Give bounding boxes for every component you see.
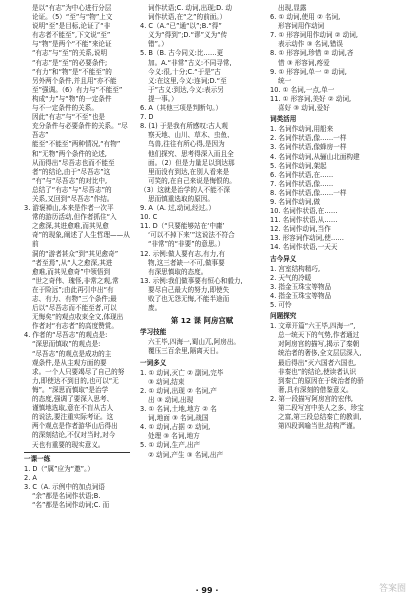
col3-line: 6. 名词作状语,在…… <box>270 170 334 179</box>
col3-line: 2. 名词作状语,像……一样 <box>270 134 347 143</box>
col2b-line: 4. ① 动词,占据 ② 动词, <box>140 423 211 432</box>
col2b-line: 5. ① 动词,生产,出产 <box>140 441 201 450</box>
col2b-line: ② 动词,产生 ③ 名词,出产 <box>148 450 224 459</box>
col3-line: 非秦也”的结论,使读者认识 <box>278 367 357 376</box>
col3-line: 表示动作 ③ 名词,错误 <box>278 40 343 49</box>
col1-line: 力,即使达不到目的,也可以“无 <box>32 376 119 385</box>
col3-line: 7. ① 形容词用作动词 ② 动词, <box>270 31 358 40</box>
col3-line: 第四段讽喻当世,结构严谨。 <box>278 422 360 431</box>
col2-line: 面。（2）但是力量足以到达那 <box>148 158 235 167</box>
col1-line: 求。一个人只要竭尽了自己的努 <box>32 367 125 376</box>
col2-line: 要尽自己最大的努力,即使失 <box>148 285 230 294</box>
col1-line: “有志”与“至”的关系,说明 <box>32 49 108 58</box>
col2-line: 9. A（A. 过,动词,经过。） <box>140 204 216 213</box>
col1-line: 与“物”是两个“不能”来论证 <box>32 40 112 49</box>
col1-line: 悔”。“深思而慎取”是治学 <box>32 385 109 394</box>
section-heading: 一课一练 <box>24 454 51 463</box>
col2-line: 有深思慎取的态度。 <box>148 267 208 276</box>
col1-line: 之愈深,其进愈难,而其见愈 <box>32 222 109 231</box>
col2-line: 12. 示例:做人要有志,有力,有 <box>140 249 225 258</box>
col1-line: 两个观点是作者游华山后得出 <box>32 422 118 431</box>
col2b-line: 一词多义 <box>140 358 167 367</box>
col3-line: 5. 可怜 <box>270 301 292 309</box>
col2b-line: 处理 ③ 名词,地方 <box>148 432 200 441</box>
col2-line: 词作状语,在“之”的前面。） <box>148 13 227 22</box>
col1-line: 另外两个条件,并且用“亦不能 <box>32 76 117 85</box>
col2b-line: 覆压三百余里,隔离天日。 <box>148 347 223 356</box>
col1b-line: “余”都是名词作状语;B. <box>32 491 101 500</box>
col3-line: 8. ① 形容词,珍惜 ② 动词,吝 <box>270 49 354 58</box>
col1-line: 奇”的现象,阐述了人生哲理——从前 <box>32 231 130 249</box>
col2-line: 提一事。） <box>148 94 178 103</box>
col2-line: 鸟兽,往往有所心得,是因为 <box>148 140 225 149</box>
col3-line: 第二段写宫中美人之多、珍宝 <box>278 404 364 413</box>
col2-line: 11. D（“只要能够站在‘中庸’ <box>140 222 225 231</box>
col1-line: 说明“至”是目标,论证了“非 <box>32 22 111 31</box>
col1-line: 从而得出“尽吾志也而不能至 <box>32 158 115 167</box>
col2-line: （3）这就是治学的人不能不深 <box>140 185 230 194</box>
col1b-line: 2. A <box>24 473 37 482</box>
col1b-line: 1. D（“属”应为“邀”。） <box>24 464 94 473</box>
col3-line: 3. 指金玉珠宝等物品 <box>270 282 332 291</box>
col1-line: 愈难,而其见愈奇”中领悟到 <box>32 267 111 276</box>
col1-line: “尽吾志”的观点是成功的主 <box>32 349 112 358</box>
col1-line: 谨慎地选取,意在不盲从古人 <box>32 404 114 413</box>
col2-line: 义:在这里,今义:连词;D.“至 <box>148 76 227 85</box>
col3-line: 奢,具有深刻的借鉴意义。 <box>278 385 353 394</box>
col2-line: 今义:很,十分;C.“于是”古 <box>148 67 221 76</box>
col3-line: 统一 <box>278 76 292 85</box>
col3-line: 11. ① 形容词,美好 ② 动词, <box>270 94 352 103</box>
col3-line: 对阿房宫的描写,揭示了秦朝 <box>278 340 360 349</box>
col3-line: 4. 名词作动词,从骊山北面构建 <box>270 152 360 161</box>
col2-line: 物,这三者缺一不可,做事要 <box>148 258 225 267</box>
col3-line: 问题探究 <box>270 312 297 321</box>
col2-line: 加。A.“非常”古义:不同寻常, <box>148 58 232 67</box>
col2-line: 4. C（A.“已”通“以”;B.“得” <box>140 22 222 31</box>
col3-line: 喜好 ③ 动词,爱好 <box>278 104 330 113</box>
col1-line: “者至焉”,从“人之愈深,其进 <box>32 258 113 267</box>
col3-line: 9. ① 形容词,单一 ② 动词, <box>270 67 347 76</box>
col2b-line: 出 ③ 动词,出现 <box>148 395 194 404</box>
col3-line: 古今异义 <box>270 254 297 263</box>
col2-line: 义为“得到”;D.“谬”义为“传 <box>148 31 228 40</box>
col2b-line: 2. ① 动词,出现 ② 名词,产 <box>140 386 217 395</box>
col1-line: “世之奇伟、瑰怪,非常之观,常 <box>32 276 119 285</box>
col2-line: 思而慎重选取的原因。 <box>148 194 214 203</box>
col2-line: 8. (1) 于是我有所感叹:古人观 <box>140 122 228 131</box>
col1-line: 与不一定条件的关系。 <box>32 104 98 113</box>
col2-line: 他们探究、思考得深入而且全 <box>148 149 234 158</box>
col3-line: 6. ① 动词,使用 ② 名词, <box>270 13 341 22</box>
col3-line: 到秦亡的原因在于统治者的骄 <box>278 376 364 385</box>
col1-line: 作者对“有志者”的高度赞赏。 <box>32 322 118 331</box>
col1-line: 的态度,强调了要深入思考、 <box>32 395 114 404</box>
column-middle <box>140 4 264 588</box>
col3-line: 1. 文章开篇“六王毕,四海一”, <box>270 322 356 331</box>
col3-line: 10. ① 名词,一点,单一 <box>270 85 335 94</box>
col1-line: 无悔矣”的观点收束全文,体现出 <box>32 313 124 322</box>
col2-line: 里而没有到达,在别人看来是 <box>148 167 230 176</box>
col3-line: 最后得出“灭六国者六国也, <box>278 358 357 367</box>
col1-line: 关系,又回到“尽吾志”作结。 <box>32 194 114 203</box>
col2b-line: 1. ① 动词,灭亡 ② 副词,完毕 <box>140 368 224 377</box>
col2-line: 5. B（B. 古今同义:比……更 <box>140 49 224 58</box>
watermark-logo: 答案圈 <box>378 583 406 594</box>
col2b-line: 3. ① 名词,土地,地方 ② 名 <box>140 405 217 414</box>
col2-line: 察天地、山川、草木、虫鱼、 <box>148 131 234 140</box>
col3-line: 5. 名词作动词,架起 <box>270 161 327 170</box>
col1-line: 在于险远”;由此再引申出“有 <box>32 285 114 294</box>
col2-line: 可笑的,在自己来说是悔恨的。 <box>148 176 236 185</box>
col1-line: 3. 游褒禅山,本来是作者一次平 <box>24 204 114 213</box>
col3-line: 出现,显露 <box>278 4 307 12</box>
col2-line: 错”。） <box>148 40 168 49</box>
col2b-line: ③ 动词,结束 <box>148 377 185 386</box>
col1-line: 论证。（5）“至”与“物”上文 <box>32 13 113 22</box>
col2-line: 10. C <box>140 213 158 222</box>
col1-line: 后以“尽吾志而不能至者,可以 <box>32 304 117 313</box>
col3-line: 4. 指金玉珠宝等物品 <box>270 291 332 300</box>
col3-line: 1. 名词作动词,用船来 <box>270 125 334 134</box>
col3-line: 之富,第三段总结秦亡的教训, <box>278 413 362 422</box>
col3-line: 2. 天气的冷暖 <box>270 273 312 282</box>
col3-line: 词类活用 <box>270 115 297 124</box>
col1-line: 洞的“游者甚众”到“其见愈奇” <box>32 249 119 258</box>
col3-line: 9. 名词作动词,做 <box>270 197 321 206</box>
col1b-line: “名”都是名词作动词;C. 而 <box>32 501 110 510</box>
col3-line: 8. 名词作状语,像……一样 <box>270 188 347 197</box>
col1-line: “深思而慎取”的观点是: <box>32 340 101 349</box>
col3-line: 统治者的奢侈,全文层层深入, <box>278 349 362 358</box>
col1-line: 是以“有志”为中心进行分层 <box>32 4 112 12</box>
page-number: · 99 · <box>195 585 219 595</box>
col1-line: 的说法,要注重实际考证。这 <box>32 413 114 422</box>
col3-line: 1. 宫室结构精巧, <box>270 264 321 273</box>
col1-line: 能至“不能至”两种情况,“有物” <box>32 140 121 149</box>
col3-line: 形容词用作动词 <box>278 22 325 31</box>
col3-line: 13. 形容词作动词,使…… <box>270 234 345 243</box>
col2b-line: 词,地面 ③ 名词,战国 <box>148 414 209 423</box>
col1-line: 总结了“有志”与“尽吾志”的 <box>32 185 112 194</box>
col3-line: 14. 名词作状语,一天天 <box>270 243 338 252</box>
col1-line: 志、有力、有物”三个条件;最 <box>32 295 117 303</box>
col1-line: “有力”和“物”是“不能至”的 <box>32 67 112 76</box>
col3-line: 10. 名词作状语,在…… <box>270 207 338 216</box>
col2-line: 败了也无怨无悔,不能半途而 <box>148 295 230 303</box>
col1-line: “有志”是“至”的必要条件; <box>32 58 108 67</box>
col2b-line: 六王毕,四海一,蜀山兀,阿房出。 <box>148 338 241 347</box>
col2-line: 13. 示例:我们做事要有恒心和毅力, <box>140 276 243 285</box>
col2-line: 词作状语;C. 动词,出现;D. 动 <box>148 4 232 12</box>
col2-line: ‘可以不掉下来’”这说法不符合 <box>148 231 235 240</box>
col1-line: 常的游历活动,但作者抓住“入 <box>32 213 117 222</box>
col1-line: 观条件,是从主观方面的要 <box>32 358 107 367</box>
col1-line: 充分条件与必要条件的关系。“尽吾志” <box>32 122 128 140</box>
col3-line: 2. 第一段描写阿房宫的宏伟, <box>270 394 354 403</box>
section-divider <box>24 452 130 453</box>
col3-line: 总一统天下的气势,作者通过 <box>278 331 360 340</box>
col1-line: 者”的结论,由于“尽吾志”这 <box>32 167 111 176</box>
col3-line: 惜 ③ 形容词,疼爱 <box>278 58 330 67</box>
col3-line: 7. 名词作状语,像…… <box>270 179 334 188</box>
col1-line: “有”与“尽吾志”的对比中, <box>32 176 108 185</box>
col1-line: 至”强调。（6）有力与“不能至” <box>32 85 123 94</box>
col3-line: 12. 名词作动词,当作 <box>270 225 331 234</box>
col1-line: 构成“力”与“物”的一定条件 <box>32 94 112 103</box>
col1-line: 4. 作者的“尽吾志”的观点是: <box>24 331 108 340</box>
col2-line: “非常”的“非要”的意思。） <box>148 240 225 249</box>
col1-line: 天也有重要的现实意义。 <box>32 440 105 449</box>
col1-line: 的深刻结论,不仅对当时,对今 <box>32 431 116 440</box>
column-left <box>24 4 130 588</box>
col2-line: 6. A（其他三项是判断句。） <box>140 104 223 113</box>
col1b-line: 3. C（A. 示例中的加点词语 <box>24 482 105 491</box>
col2-line: 7. D <box>140 113 154 122</box>
col2-line: 废。 <box>148 304 162 313</box>
col2b-line: 学习技能 <box>140 328 167 337</box>
column-right <box>270 4 394 588</box>
col3-line: 11. 名词作状语,从…… <box>270 216 338 225</box>
lesson-title: 第 12 课 阿房宫赋 <box>170 316 234 326</box>
col1-line: 有志者不能至”,下文说“至” <box>32 31 111 40</box>
col3-line: 3. 名词作状语,像蜂房一样 <box>270 143 347 152</box>
col2-line: 于”古义:到达,今义:表示另 <box>148 85 224 94</box>
col1-line: 因此“有志”与“不至”也是 <box>32 113 106 122</box>
col1-line: 和“无物”两个条件的论述, <box>32 149 107 158</box>
